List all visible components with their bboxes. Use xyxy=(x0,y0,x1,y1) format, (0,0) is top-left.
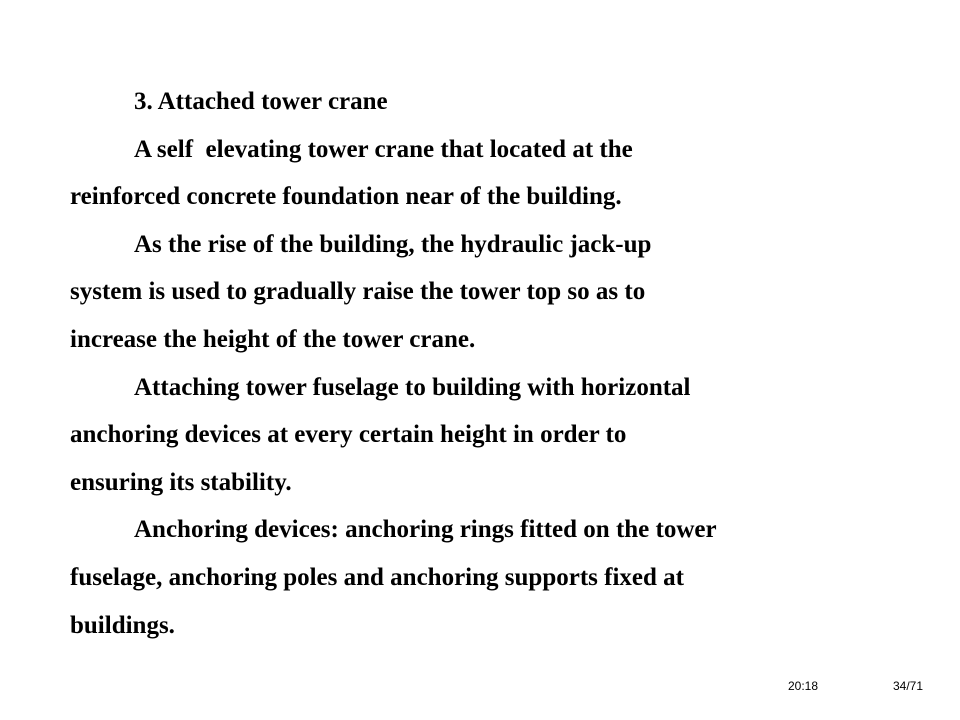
text-line: buildings. xyxy=(70,611,175,639)
text-line: As the rise of the building, the hydraulic jack-up xyxy=(134,230,652,258)
text-line: system is used to gradually raise the tower top so as to xyxy=(70,278,646,306)
slide-body xyxy=(70,78,910,649)
text-line: Anchoring devices: anchoring rings fitted on the tower xyxy=(134,516,717,544)
text-line: fuselage, anchoring poles and anchoring supports fixed at xyxy=(70,563,684,591)
text-line: Attaching tower fuselage to building with horizontal xyxy=(134,373,691,401)
text-line: A self elevating tower crane that located at the xyxy=(134,135,633,163)
page-number: 34/71 xyxy=(893,679,924,693)
section-heading: 3. Attached tower crane xyxy=(134,88,388,115)
text-line: increase the height of the tower crane. xyxy=(70,325,476,353)
text-line: anchoring devices at every certain height in order to xyxy=(70,421,627,449)
footer-time: 20:18 xyxy=(788,679,819,693)
text-line: ensuring its stability. xyxy=(70,468,292,496)
text-line: reinforced concrete foundation near of the building. xyxy=(70,183,622,211)
